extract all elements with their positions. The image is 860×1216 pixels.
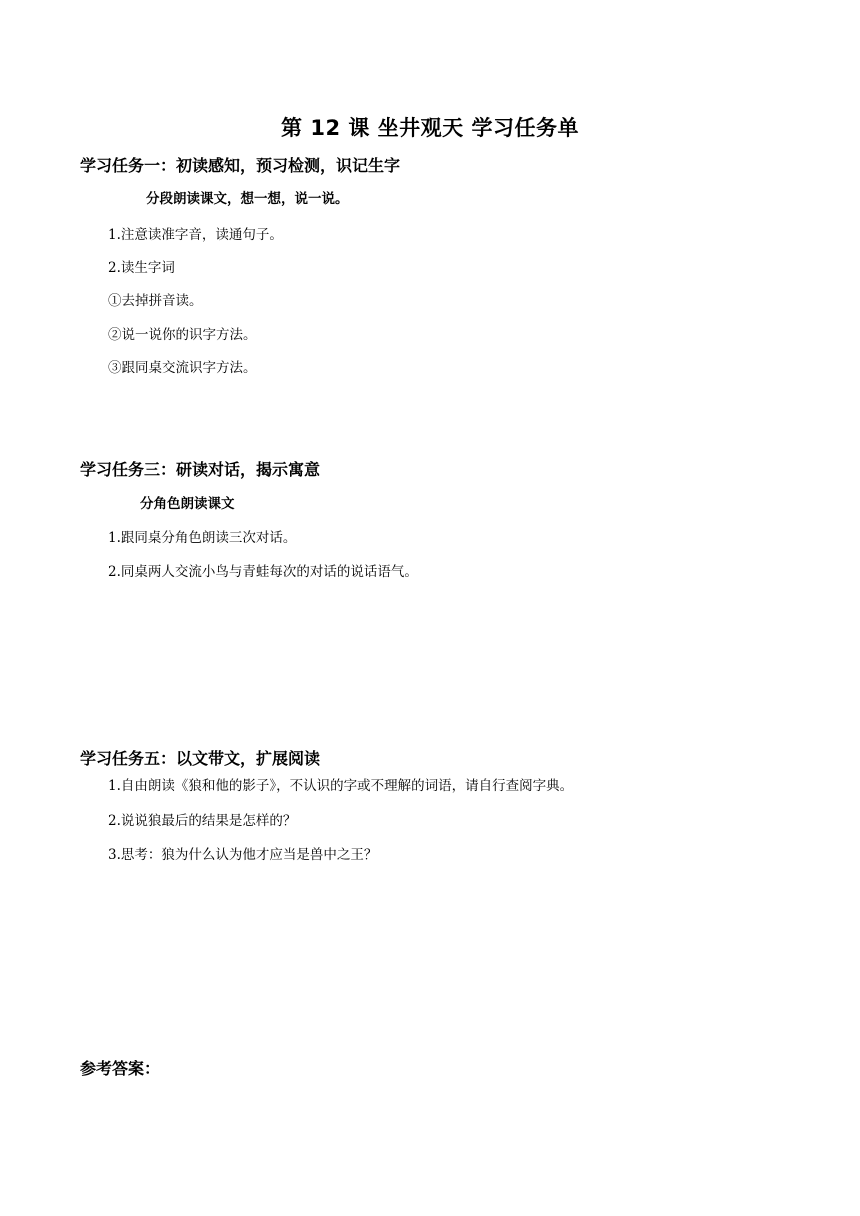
task1-subheading: 分段朗读课文，想一想，说一说。 [146,191,349,207]
document-title: 第 12 课 坐井观天 学习任务单 [281,116,579,140]
task1-item-4: ②说一说你的识字方法。 [108,327,257,343]
task3-item-2: 2.同桌两人交流小鸟与青蛙每次的对话的说话语气。 [108,564,418,580]
task5-heading: 学习任务五：以文带文，扩展阅读 [80,749,321,768]
task1-item-3: ①去掉拼音读。 [108,293,203,309]
task5-item-3: 3.思考：狼为什么认为他才应当是兽中之王？ [108,847,378,863]
answers-heading: 参考答案： [80,1059,161,1078]
task1-heading: 学习任务一：初读感知，预习检测，识记生字 [80,156,401,175]
task1-item-2: 2.读生字词 [108,260,175,276]
task3-heading: 学习任务三：研读对话，揭示寓意 [80,460,321,479]
task5-item-2: 2.说说狼最后的结果是怎样的？ [108,813,297,829]
task1-item-1: 1.注意读准字音，读通句子。 [108,227,283,243]
task3-item-1: 1.跟同桌分角色朗读三次对话。 [108,530,297,546]
task5-item-1: 1.自由朗读《狼和他的影子》，不认识的字或不理解的词语，请自行查阅字典。 [108,778,574,794]
task1-item-5: ③跟同桌交流识字方法。 [108,360,257,376]
task3-subheading: 分角色朗读课文 [140,496,235,512]
